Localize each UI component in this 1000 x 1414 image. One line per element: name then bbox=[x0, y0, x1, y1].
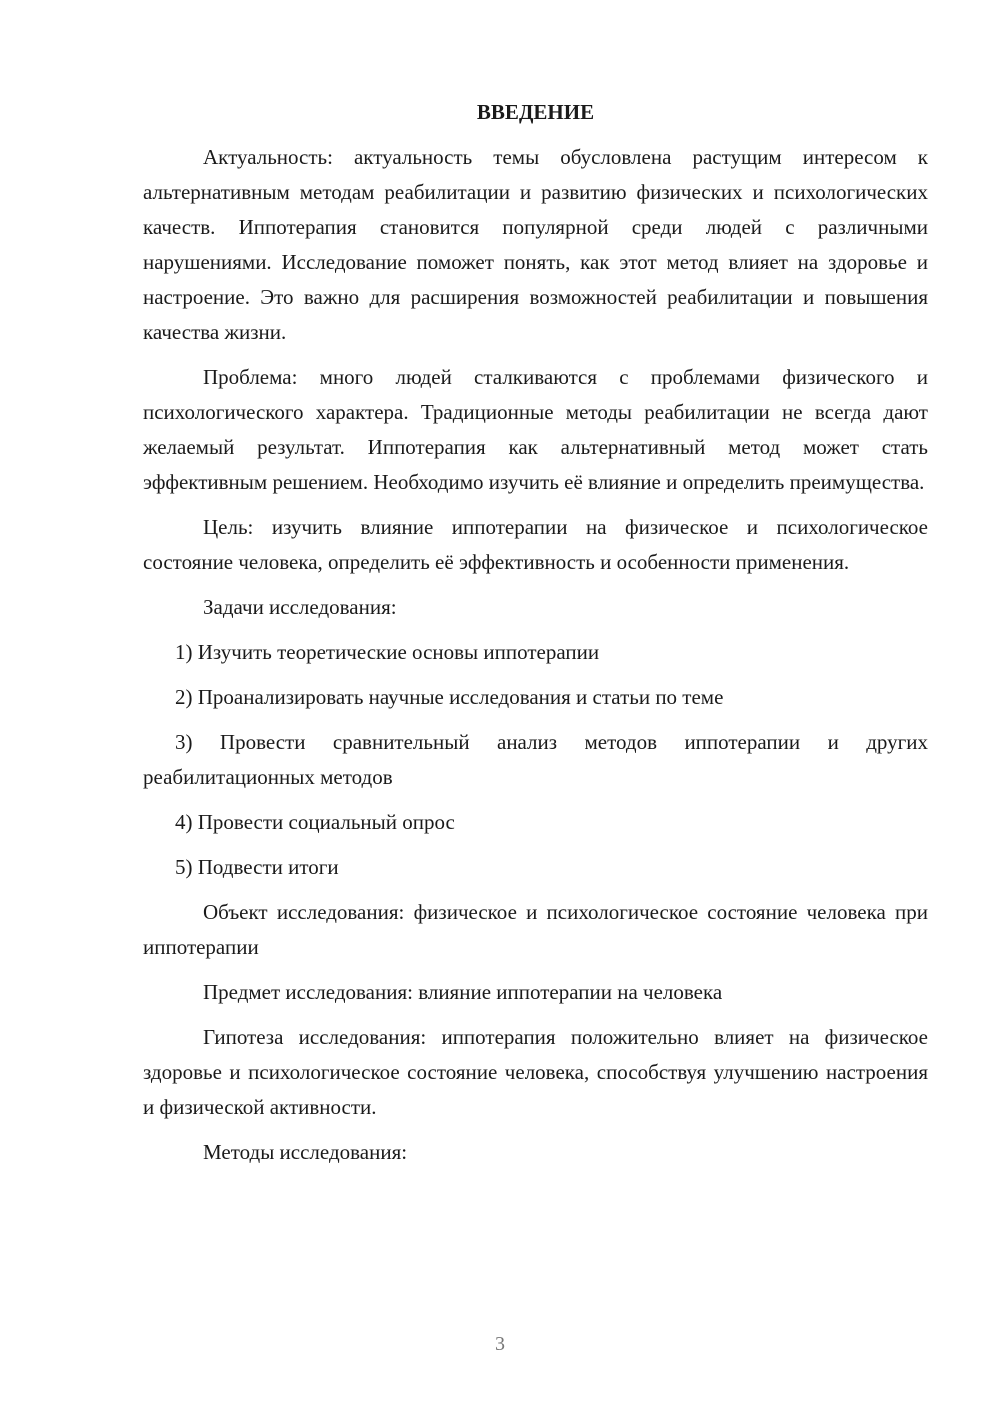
paragraph-problem: Проблема: много людей сталкиваются с проблемами физического и психологического характера. Традиционные методы реабилитации не всегда дают желаемый результат. Иппотерапия как альтернативный метод может стать эффективным решением. Необходимо изучить её влияние и определить преимущества. bbox=[143, 365, 928, 494]
task-item-3: 3) Провести сравнительный анализ методов иппотерапии и других реабилитационных методов bbox=[143, 730, 928, 789]
paragraph-subject: Предмет исследования: влияние иппотерапии на человека bbox=[203, 980, 723, 1004]
paragraph-object: Объект исследования: физическое и психологическое состояние человека при иппотерапии bbox=[143, 900, 928, 959]
task-item-4: 4) Провести социальный опрос bbox=[175, 810, 455, 834]
task-item-2: 2) Проанализировать научные исследования и статьи по теме bbox=[175, 685, 724, 709]
task-item-5: 5) Подвести итоги bbox=[175, 855, 339, 879]
task-item-1: 1) Изучить теоретические основы иппотерапии bbox=[175, 640, 600, 664]
page-number: 3 bbox=[495, 1333, 505, 1355]
paragraph-tasks-heading: Задачи исследования: bbox=[203, 595, 397, 619]
section-title: ВВЕДЕНИЕ bbox=[476, 100, 595, 124]
page-content bbox=[143, 95, 928, 1170]
paragraph-goal: Цель: изучить влияние иппотерапии на физическое и психологическое состояние человека, определить её эффективность и особенности применения. bbox=[143, 515, 928, 574]
paragraph-methods: Методы исследования: bbox=[203, 1140, 408, 1164]
paragraph-relevance: Актуальность: актуальность темы обусловлена растущим интересом к альтернативным методам реабилитации и развитию физических и психологических качеств. Иппотерапия становится популярной среди людей с различными нарушениями. Исследование поможет понять, как этот метод влияет на здоровье и настроение. Это важно для расширения возможностей реабилитации и повышения качества жизни. bbox=[143, 145, 928, 344]
paragraph-hypothesis: Гипотеза исследования: иппотерапия положительно влияет на физическое здоровье и психологическое состояние человека, способствуя улучшению настроения и физической активности. bbox=[143, 1025, 928, 1119]
